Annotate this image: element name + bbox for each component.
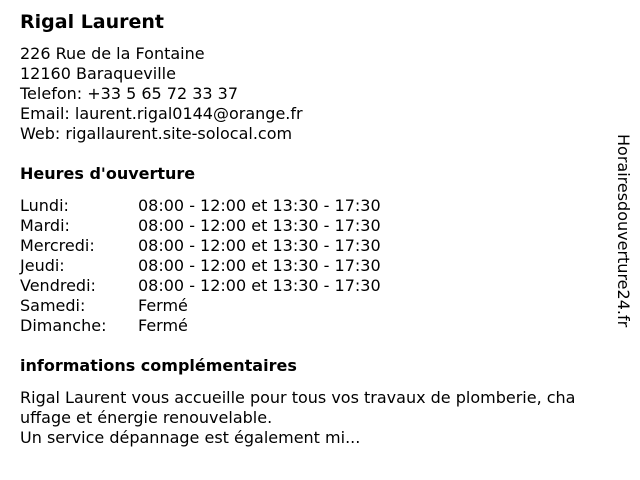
hours-time: 08:00 - 12:00 et 13:30 - 17:30 bbox=[138, 256, 381, 275]
info-title: informations complémentaires bbox=[20, 356, 297, 375]
hours-time: Fermé bbox=[138, 296, 188, 315]
hours-day: Vendredi: bbox=[20, 276, 96, 295]
business-description bbox=[20, 388, 624, 448]
description-line: uffage et énergie renouvelable. bbox=[20, 408, 273, 427]
hours-title: Heures d'ouverture bbox=[20, 164, 196, 183]
hours-row bbox=[20, 216, 620, 236]
phone-line: Telefon: +33 5 65 72 33 37 bbox=[20, 84, 239, 103]
city-line: 12160 Baraqueville bbox=[20, 64, 176, 83]
hours-row bbox=[20, 316, 620, 336]
hours-time: 08:00 - 12:00 et 13:30 - 17:30 bbox=[138, 216, 381, 235]
hours-day: Mardi: bbox=[20, 216, 70, 235]
hours-row bbox=[20, 256, 620, 276]
business-card bbox=[20, 10, 620, 448]
hours-time: 08:00 - 12:00 et 13:30 - 17:30 bbox=[138, 236, 381, 255]
hours-row bbox=[20, 196, 620, 216]
hours-time: 08:00 - 12:00 et 13:30 - 17:30 bbox=[138, 196, 381, 215]
hours-time: Fermé bbox=[138, 316, 188, 335]
hours-day: Dimanche: bbox=[20, 316, 107, 335]
hours-day: Mercredi: bbox=[20, 236, 95, 255]
hours-row bbox=[20, 236, 620, 256]
hours-day: Jeudi: bbox=[20, 256, 65, 275]
contact-block bbox=[20, 44, 620, 144]
description-line: Rigal Laurent vous accueille pour tous vos travaux de plomberie, cha bbox=[20, 388, 576, 407]
email-line: Email: laurent.rigal0144@orange.fr bbox=[20, 104, 303, 123]
hours-row bbox=[20, 296, 620, 316]
web-line: Web: rigallaurent.site-solocal.com bbox=[20, 124, 293, 143]
hours-day: Lundi: bbox=[20, 196, 69, 215]
business-name: Rigal Laurent bbox=[20, 11, 165, 33]
hours-row bbox=[20, 276, 620, 296]
hours-time: 08:00 - 12:00 et 13:30 - 17:30 bbox=[138, 276, 381, 295]
address-line: 226 Rue de la Fontaine bbox=[20, 44, 205, 63]
site-watermark: Horairesdouverture24.fr bbox=[614, 134, 633, 328]
hours-day: Samedi: bbox=[20, 296, 86, 315]
description-line: Un service dépannage est également mi... bbox=[20, 428, 361, 447]
hours-table bbox=[20, 196, 620, 336]
